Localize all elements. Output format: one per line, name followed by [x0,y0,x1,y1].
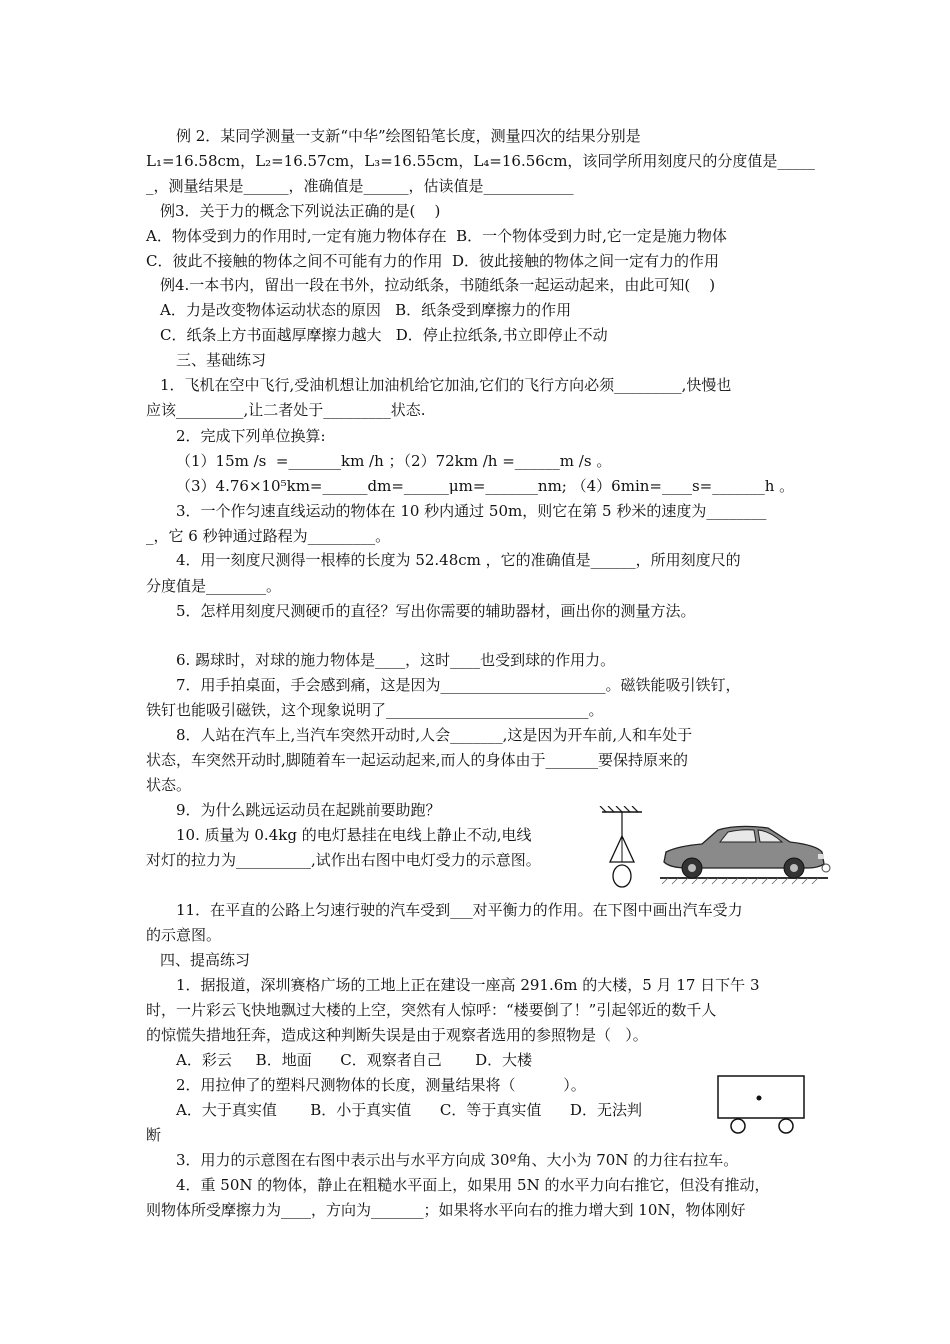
hanging-lamp-figure [598,806,658,896]
example-2-line3: _，测量结果是______，准确值是______，估读值是____________ [146,177,574,195]
q10-line2: 对灯的拉力为__________,试作出右图中电灯受力的示意图。 [146,851,541,869]
q7-line1: 7．用手拍桌面，手会感到痛，这是因为______________________。磁铁能吸引铁钉， [176,676,741,694]
adv-q1-line3: 的惊慌失措地狂奔，造成这种判断失误是由于观察者选用的参照物是（ ）。 [146,1026,648,1044]
adv-q1-line2: 时，一片彩云飞快地飘过大楼的上空，突然有人惊呼：“楼要倒了！”引起邻近的数千人 [146,1001,717,1019]
q9: 9．为什么跳远运动员在起跳前要助跑？ [176,801,441,819]
q1-line2: 应该_________,让二者处于_________状态. [146,401,426,419]
example-3-options-ab: A．物体受到力的作用时,一定有施力物体存在 B．一个物体受到力时,它一定是施力物体 [146,227,727,245]
example-4-question: 例4.一本书内，留出一段在书外，拉动纸条，书随纸条一起运动起来，由此可知( ) [160,276,716,294]
adv-q2-line1: 2．用拉伸了的塑料尺测物体的长度，测量结果将（ ）。 [176,1076,586,1094]
q10-line1: 10. 质量为 0.4kg 的电灯悬挂在电线上静止不动,电线 [176,826,532,844]
section-basic-practice-heading: 三、基础练习 [176,351,267,369]
adv-q1-options: A．彩云 B．地面 C．观察者自己 D．大楼 [176,1051,533,1069]
car-figure [658,818,832,888]
adv-q4-line1: 4．重 50N 的物体，静止在粗糙水平面上，如果用 5N 的水平力向右推它，但没有推动， [176,1176,770,1194]
section-advanced-practice-heading: 四、提高练习 [160,951,251,969]
example-2-line1: 例 2．某同学测量一支新“中华”绘图铅笔长度，测量四次的结果分别是 [176,127,641,145]
q2-part2: （3）4.76×10⁵km=______dm=______μm=_______nm; （4）6min=____s=_______h 。 [176,477,795,495]
adv-q3: 3．用力的示意图在右图中表示出与水平方向成 30º角、大小为 70N 的力往右拉车。 [176,1151,739,1169]
q2-heading: 2．完成下列单位换算: [176,427,326,445]
adv-q1-line1: 1．据报道，深圳赛格广场的工地上正在建设一座高 291.6m 的大楼，5 月 17 日下午 3 [176,976,760,994]
q3-line2: _，它 6 秒钟通过路程为_________。 [146,527,391,545]
q8-line3: 状态。 [146,776,192,794]
q8-line1: 8．人站在汽车上,当汽车突然开动时,人会_______,这是因为开车前,人和车处于 [176,726,693,744]
q2-part1: （1）15m /s =_______km /h ；（2）72km /h =______m /s 。 [176,452,612,470]
adv-q2-line3: 断 [146,1126,162,1144]
example-4-options-cd: C．纸条上方书面越厚摩擦力越大 D．停止拉纸条,书立即停止不动 [160,326,608,344]
q6: 6. 踢球时，对球的施力物体是____，这时____也受到球的作用力。 [176,651,616,669]
adv-q2-options: A．大于真实值 B．小于真实值 C．等于真实值 D．无法判 [176,1101,642,1119]
adv-q4-line2: 则物体所受摩擦力为____，方向为_______；如果将水平向右的推力增大到 10N，物体刚好 [146,1201,746,1219]
q4-line2: 分度值是________。 [146,577,282,595]
q11-line2: 的示意图。 [146,926,222,944]
q1-line1: 1．飞机在空中飞行,受油机想让加油机给它加油,它们的飞行方向必须_________,快慢也 [160,376,732,394]
q11-line1: 11．在平直的公路上匀速行驶的汽车受到___对平衡力的作用。在下图中画出汽车受力 [176,901,743,919]
cart-figure [714,1072,810,1136]
example-3-options-cd: C．彼此不接触的物体之间不可能有力的作用 D．彼此接触的物体之间一定有力的作用 [146,252,720,270]
q5: 5．怎样用刻度尺测硬币的直径？写出你需要的辅助器材，画出你的测量方法。 [176,602,696,620]
q3-line1: 3．一个作匀速直线运动的物体在 10 秒内通过 50m，则它在第 5 秒米的速度为________ [176,502,767,520]
q7-line2: 铁钉也能吸引磁铁，这个现象说明了___________________________。 [146,701,604,719]
example-4-options-ab: A．力是改变物体运动状态的原因 B．纸条受到摩擦力的作用 [160,301,572,319]
example-3-question: 例3．关于力的概念下列说法正确的是( ) [160,202,441,220]
q4-line1: 4．用一刻度尺测得一根棒的长度为 52.48cm ，它的准确值是______，所用刻度尺的 [176,551,741,569]
example-2-line2: L₁=16.58cm，L₂=16.57cm，L₃=16.55cm，L₄=16.56cm，该同学所用刻度尺的分度值是_____ [146,152,815,170]
q8-line2: 状态，车突然开动时,脚随着车一起运动起来,而人的身体由于_______要保持原来的 [146,751,689,769]
